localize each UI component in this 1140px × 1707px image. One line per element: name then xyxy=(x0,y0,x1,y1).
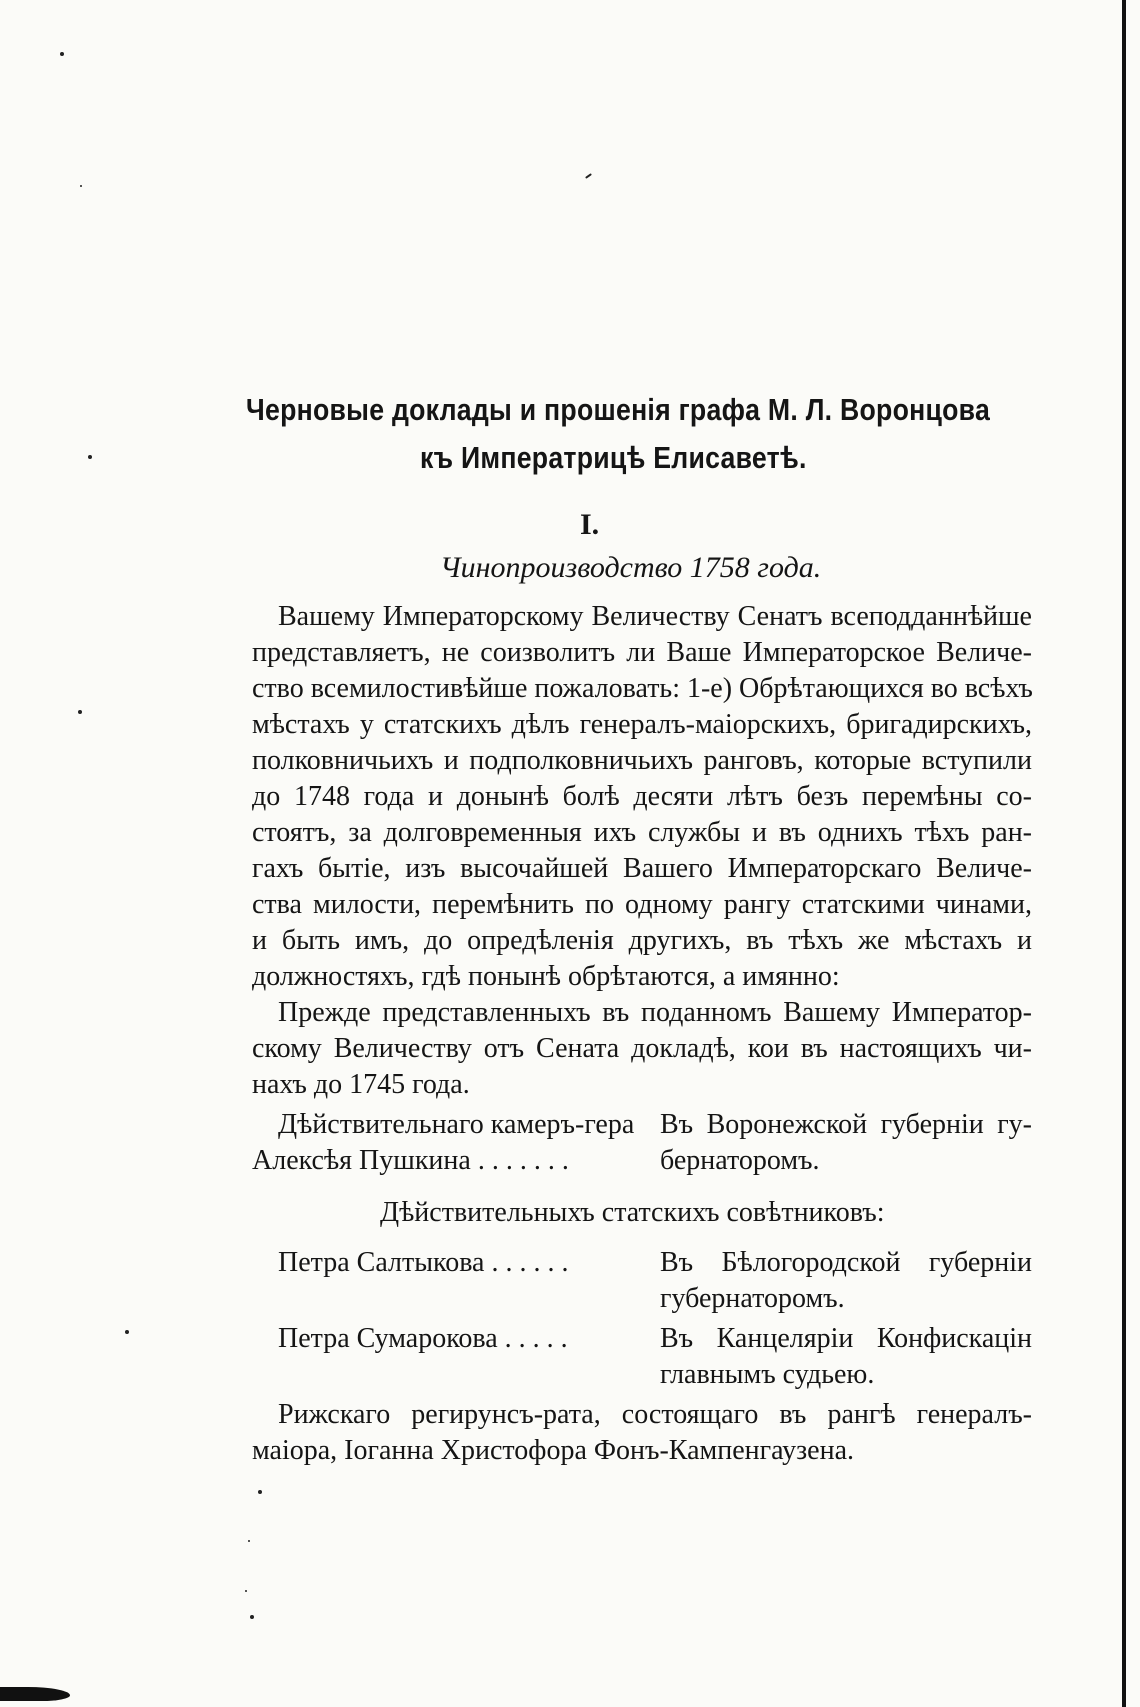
prior-line: скому Величеству отъ Сената докладѣ, кои въ настоящихъ чи- xyxy=(252,1033,1032,1064)
closing-line: маіора, Іоганна Христофора Фонъ-Кампенгаузена. xyxy=(252,1435,855,1466)
group-heading: Дѣйствительныхъ статскихъ совѣтниковъ: xyxy=(380,1197,885,1228)
body-line: ство всемилостивѣйше пожаловать: 1-е) Обрѣтающихся во всѣхъ xyxy=(252,673,1033,704)
entry3-post-line-2: главнымъ судьею. xyxy=(660,1359,875,1390)
section-numeral: I. xyxy=(580,508,600,541)
speck xyxy=(245,1590,247,1592)
prior-line: Прежде представленныхъ въ поданномъ Вашему Император- xyxy=(278,997,1032,1028)
closing-line: Рижскаго регирунсъ-рата, состоящаго въ рангѣ генералъ- xyxy=(278,1399,1032,1430)
body-line: мѣстахъ у статскихъ дѣлъ генералъ-маіорскихъ, бригадирскихъ, xyxy=(252,709,1032,740)
body-line: полковничьихъ и подполковничьихъ ранговъ, которые вступили xyxy=(252,745,1032,776)
entry2-post-line-2: губернаторомъ. xyxy=(660,1283,845,1314)
heading-line-1: Черновые доклады и прошенія графа М. Л. Воронцова xyxy=(246,392,991,427)
speck xyxy=(250,1615,254,1619)
scan-edge xyxy=(1122,0,1126,1707)
speck xyxy=(258,1490,262,1494)
speck xyxy=(60,52,64,56)
body-line: и быть имъ, до опредѣленія другихъ, въ тѣхъ же мѣстахъ и xyxy=(252,925,1032,956)
entry2-name: Петра Салтыкова . . . . . . xyxy=(278,1247,569,1278)
body-line: гахъ бытіе, изъ высочайшей Вашего Императорскаго Величе- xyxy=(252,853,1032,884)
speck xyxy=(585,173,592,179)
heading-line-2: къ Императрицѣ Елисаветѣ. xyxy=(420,440,807,475)
speck xyxy=(88,455,92,459)
body-line: Вашему Императорскому Величеству Сенатъ всеподданнѣйше xyxy=(278,601,1032,632)
entry1-post-line-2: бернаторомъ. xyxy=(660,1145,820,1176)
body-line: представляетъ, не соизволитъ ли Ваше Императорское Величе- xyxy=(252,637,1032,668)
entry1-post-line-1: Въ Воронежской губерніи гу- xyxy=(660,1109,1032,1140)
body-line: ства милости, перемѣнить по одному рангу статскими чинами, xyxy=(252,889,1032,920)
speck xyxy=(78,710,82,714)
entry1-name-line-2: Алексѣя Пушкина . . . . . . . xyxy=(252,1145,569,1176)
prior-line: нахъ до 1745 года. xyxy=(252,1069,470,1100)
entry2-post-line-1: Въ Бѣлогородской губерніи xyxy=(660,1247,1032,1278)
body-line: должностяхъ, гдѣ понынѣ обрѣтаются, а имянно: xyxy=(252,961,840,992)
corner-blot xyxy=(0,1687,70,1701)
body-line: до 1748 года и донынѣ болѣ десяти лѣтъ безъ перемѣны со- xyxy=(252,781,1032,812)
section-subtitle: Чинопроизводство 1758 года. xyxy=(440,551,822,584)
speck xyxy=(248,1540,250,1542)
entry1-name-line-1: Дѣйствительнаго камеръ-гера xyxy=(278,1109,635,1140)
speck xyxy=(125,1330,129,1334)
body-line: стоятъ, за долговременныя ихъ службы и въ однихъ тѣхъ ран- xyxy=(252,817,1032,848)
entry3-post-line-1: Въ Канцеляріи Конфискацін xyxy=(660,1323,1032,1354)
entry3-name: Петра Сумарокова . . . . . xyxy=(278,1323,568,1354)
speck xyxy=(80,185,82,187)
